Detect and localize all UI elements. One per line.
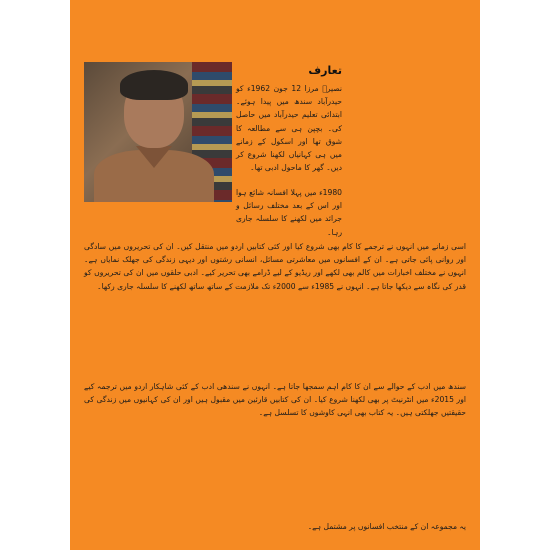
- early-career-paragraph: 1980ء میں پہلا افسانہ شائع ہوا اور اس کے بعد مختلف رسائل و جرائد میں لکھنے کا سلسلہ جاری رہا۔: [236, 188, 342, 237]
- paragraph-2: سندھ میں ادب کے حوالے سے ان کا کام اہم سمجھا جاتا ہے۔ انہوں نے سندھی ادب کے کئی شاہکار اردو میں ترجمہ کیے اور 2015ء میں انٹرنیٹ پر بھی لکھنا شروع کیا۔ ان کی کتابیں قارئین میں مقبول ہیں اور ان کی کہانیوں میں زندگی کی حقیقتیں جھلکتی ہیں۔ یہ کتاب بھی انہی کاوشوں کا تسلسل ہے۔: [84, 382, 466, 418]
- intro-paragraph: نصیرؔ مرزا 12 جون 1962ء کو حیدرآباد سندھ میں پیدا ہوئے۔ ابتدائی تعلیم حیدرآباد میں حاصل کی۔ بچپن ہی سے مطالعہ کا شوق تھا اور اسکول کے زمانے میں ہی کہانیاں لکھنا شروع کر دیں۔ گھر کا ماحول ادبی تھا۔: [236, 84, 342, 173]
- section-title: تعارف: [308, 64, 342, 77]
- author-photo: [84, 62, 232, 202]
- book-page: [70, 0, 480, 550]
- paragraph-3: یہ مجموعہ ان کے منتخب افسانوں پر مشتمل ہے۔: [307, 522, 466, 531]
- author-hair: [120, 70, 188, 100]
- paragraph-1: اسی زمانے میں انہوں نے ترجمے کا کام بھی شروع کیا اور کئی کتابیں اردو میں منتقل کیں۔ ان کی تحریروں میں سادگی اور روانی پائی جاتی ہے۔ ان کے افسانوں میں معاشرتی مسائل، انسانی رشتوں اور دیہی زندگی کی جھلک نمایاں ہے۔ انہوں نے مختلف اخبارات میں کالم بھی لکھے اور ریڈیو کے لیے ڈرامے بھی تحریر کیے۔ ادبی حلقوں میں ان کی تحریروں کو قدر کی نگاہ سے دیکھا جاتا ہے۔ انہوں نے 1985ء سے 2000ء تک ملازمت کے ساتھ ساتھ لکھنے کا سلسلہ جاری رکھا۔: [84, 242, 466, 291]
